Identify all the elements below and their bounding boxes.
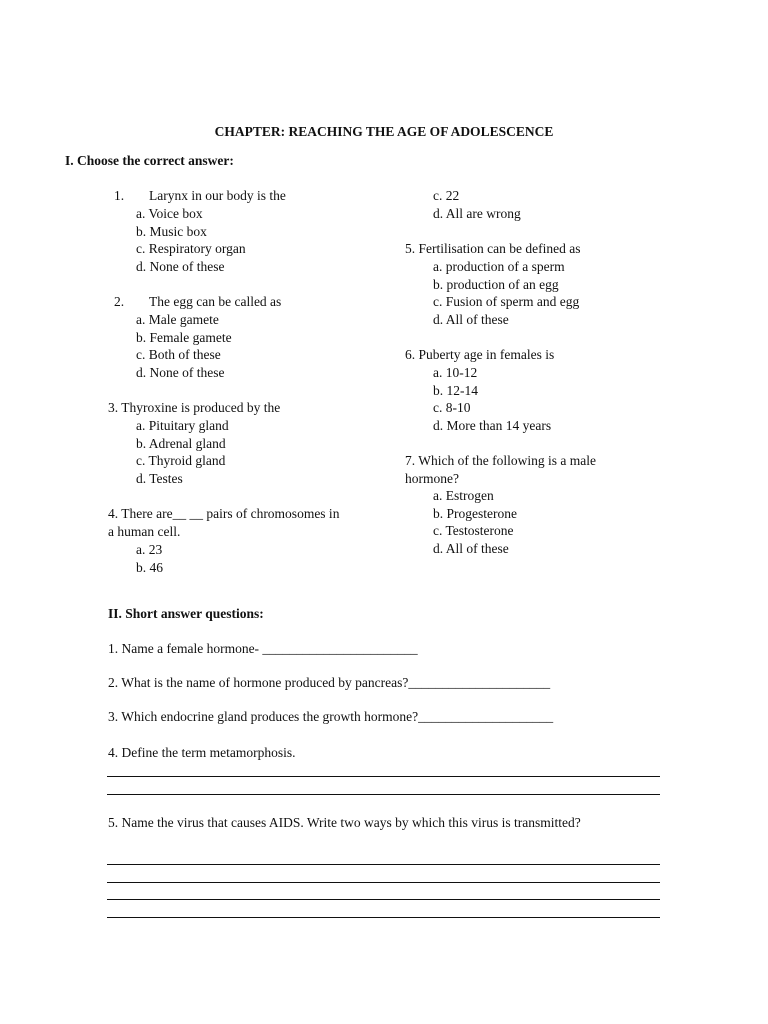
question-4-line-2: a human cell. bbox=[108, 524, 181, 539]
question-number: 2. bbox=[114, 294, 125, 309]
short-question-4: 4. Define the term metamorphosis. bbox=[108, 745, 296, 760]
question-7-options bbox=[433, 487, 517, 558]
option: a. 10-12 bbox=[433, 365, 478, 380]
question-6-options bbox=[433, 364, 551, 435]
question-5-options bbox=[433, 258, 579, 329]
section-heading-short-answer: II. Short answer questions: bbox=[108, 606, 264, 621]
option: b. 46 bbox=[136, 559, 163, 575]
answer-line bbox=[107, 776, 660, 777]
section-heading-mcq: I. Choose the correct answer: bbox=[65, 153, 234, 168]
question-7-line-2: hormone? bbox=[405, 471, 459, 486]
option: d. More than 14 years bbox=[433, 418, 552, 434]
answer-line bbox=[107, 882, 660, 883]
option: c. Thyroid gland bbox=[136, 453, 226, 469]
question-4-options-col1 bbox=[136, 541, 163, 576]
question-7-line-1: 7. Which of the following is a male bbox=[405, 453, 596, 468]
answer-line bbox=[107, 917, 660, 918]
option: a. Estrogen bbox=[433, 488, 494, 503]
question-4-options-col2 bbox=[433, 187, 521, 222]
option: a. Voice box bbox=[136, 206, 203, 221]
answer-line bbox=[107, 864, 660, 865]
option: b. production of an egg bbox=[433, 276, 559, 292]
question-6: 6. Puberty age in females is bbox=[405, 347, 555, 362]
option: d. All of these bbox=[433, 541, 509, 557]
question-text: Larynx in our body is the bbox=[149, 188, 286, 203]
short-question-3: 3. Which endocrine gland produces the growth hormone?____________________ bbox=[108, 709, 554, 724]
question-2 bbox=[114, 293, 281, 311]
option: a. Male gamete bbox=[136, 312, 219, 327]
question-3-options bbox=[136, 417, 229, 488]
answer-line bbox=[107, 794, 660, 795]
option: d. None of these bbox=[136, 365, 225, 381]
short-question-1: 1. Name a female hormone- _______________________ bbox=[108, 641, 418, 656]
option: c. 22 bbox=[433, 188, 460, 203]
option: d. Testes bbox=[136, 471, 183, 487]
question-1 bbox=[114, 187, 286, 205]
question-number: 1. bbox=[114, 188, 125, 203]
option: a. production of a sperm bbox=[433, 259, 565, 274]
option: c. Respiratory organ bbox=[136, 241, 246, 257]
option: a. 23 bbox=[136, 542, 163, 557]
option: b. Progesterone bbox=[433, 505, 517, 521]
option: b. 12-14 bbox=[433, 382, 478, 398]
option: d. All are wrong bbox=[433, 205, 521, 221]
option: d. None of these bbox=[136, 259, 225, 275]
question-4-line-1: 4. There are__ __ pairs of chromosomes in bbox=[108, 506, 340, 521]
page-title: CHAPTER: REACHING THE AGE OF ADOLESCENCE bbox=[214, 124, 554, 139]
question-3: 3. Thyroxine is produced by the bbox=[108, 400, 281, 415]
option: a. Pituitary gland bbox=[136, 418, 229, 433]
option: c. Both of these bbox=[136, 347, 221, 363]
short-question-5: 5. Name the virus that causes AIDS. Write two ways by which this virus is transmitted? bbox=[108, 815, 581, 830]
option: b. Female gamete bbox=[136, 329, 232, 345]
question-text: The egg can be called as bbox=[149, 294, 282, 309]
option: b. Adrenal gland bbox=[136, 435, 226, 451]
question-1-options bbox=[136, 205, 246, 276]
option: b. Music box bbox=[136, 223, 207, 239]
question-2-options bbox=[136, 311, 232, 382]
option: c. 8-10 bbox=[433, 400, 471, 416]
answer-line bbox=[107, 899, 660, 900]
short-question-2: 2. What is the name of hormone produced by pancreas?_____________________ bbox=[108, 675, 551, 690]
question-5: 5. Fertilisation can be defined as bbox=[405, 241, 581, 256]
option: c. Testosterone bbox=[433, 523, 514, 539]
option: d. All of these bbox=[433, 312, 509, 328]
option: c. Fusion of sperm and egg bbox=[433, 294, 580, 310]
